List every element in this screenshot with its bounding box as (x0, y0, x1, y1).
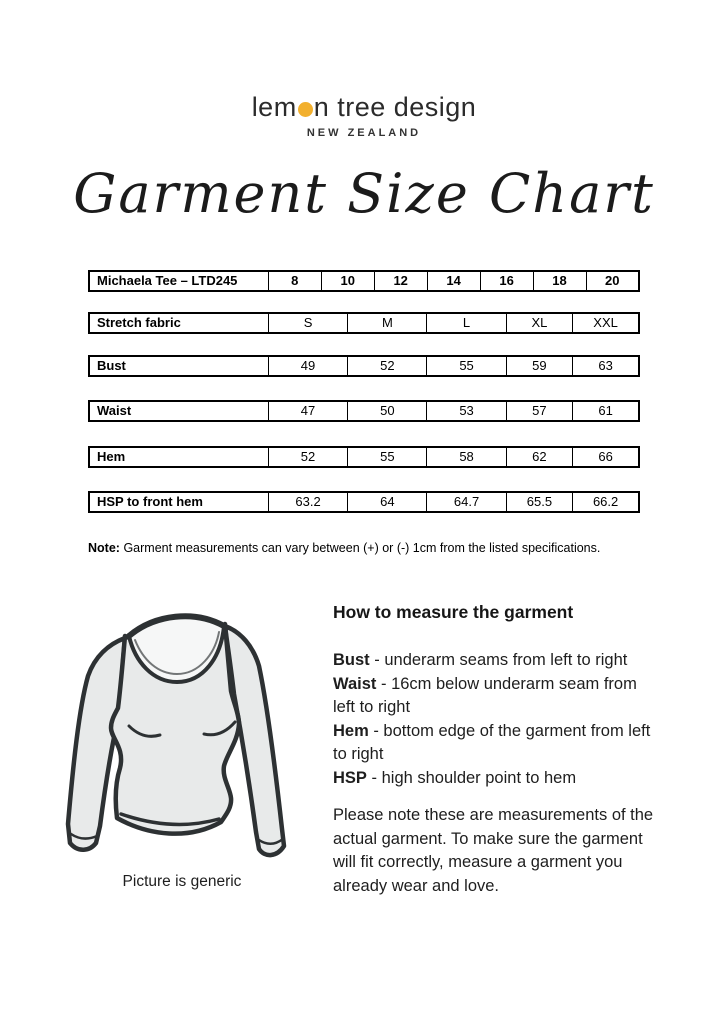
page-title: Garment Size Chart (73, 162, 655, 225)
size-cell: XL (506, 313, 573, 333)
size-cell: 50 (348, 401, 427, 421)
how-to-paragraph: Please note these are measurements of the actual garment. To make sure the garment will fit correctly, measure a garment you already wear and love. (333, 806, 654, 895)
size-cell: L (427, 313, 506, 333)
size-cell: 20 (586, 271, 639, 291)
how-to-measure-section (333, 602, 663, 898)
how-to-items (333, 649, 663, 790)
size-cell: 47 (268, 401, 347, 421)
size-cell: 55 (427, 356, 506, 376)
garment-figure (57, 596, 307, 891)
row-label: Waist (97, 403, 132, 418)
brand-logo (0, 92, 728, 139)
size-band-michaela-tee-ltd245 (88, 270, 640, 292)
measure-term: Hem (333, 721, 369, 740)
measure-item-hem: Hem - bottom edge of the garment from left to right (333, 721, 651, 763)
size-band-bust (88, 355, 640, 377)
brand-subtitle: NEW ZEALAND (306, 127, 422, 139)
size-cell: 65.5 (506, 492, 573, 512)
note-text (88, 541, 600, 555)
row-label: Bust (97, 358, 126, 373)
size-cell: M (348, 313, 427, 333)
size-cell: 16 (480, 271, 533, 291)
measure-item-bust: Bust - underarm seams from left to right (333, 651, 628, 669)
brand-name-before: lem (251, 92, 297, 122)
note-body: Garment measurements can vary between (+) or (-) 1cm from the listed specifications. (123, 541, 601, 555)
row-label: HSP to front hem (97, 494, 203, 509)
row-label: Hem (97, 449, 126, 464)
size-cell: 62 (506, 447, 573, 467)
size-cell: 57 (506, 401, 573, 421)
size-cell: 59 (506, 356, 573, 376)
size-cell: 63 (573, 356, 639, 376)
size-cell: 53 (427, 401, 506, 421)
size-cell: 49 (268, 356, 347, 376)
measure-term: Bust (333, 651, 370, 669)
measure-term: Waist (333, 674, 377, 693)
size-cell: S (268, 313, 347, 333)
row-label: Michaela Tee – LTD245 (97, 273, 238, 288)
size-cell: 12 (374, 271, 427, 291)
figure-caption: Picture is generic (122, 873, 242, 890)
size-cell: 10 (321, 271, 374, 291)
size-cell: 52 (268, 447, 347, 467)
size-cell: 55 (348, 447, 427, 467)
size-band-hsp-to-front-hem (88, 491, 640, 513)
lemon-dot-icon (298, 102, 313, 117)
size-band-waist (88, 400, 640, 422)
how-to-heading: How to measure the garment (333, 602, 574, 622)
size-cell: 14 (427, 271, 480, 291)
size-cell: 64 (348, 492, 427, 512)
measure-item-hsp: HSP - high shoulder point to hem (333, 768, 577, 787)
size-cell: XXL (573, 313, 639, 333)
brand-name (0, 92, 728, 123)
garment-illustration (63, 596, 301, 864)
measure-term: HSP (333, 768, 367, 787)
measure-item-waist: Waist - 16cm below underarm seam from left to right (333, 674, 637, 716)
brand-name-after: n tree design (313, 92, 477, 122)
size-cell: 52 (348, 356, 427, 376)
size-cell: 64.7 (427, 492, 506, 512)
size-cell: 61 (573, 401, 639, 421)
size-cell: 66 (573, 447, 639, 467)
size-band-stretch-fabric (88, 312, 640, 334)
row-label: Stretch fabric (97, 315, 181, 330)
size-cell: 8 (268, 271, 321, 291)
size-cell: 58 (427, 447, 506, 467)
size-table (88, 270, 640, 513)
size-band-hem (88, 446, 640, 468)
size-cell: 66.2 (573, 492, 639, 512)
size-cell: 63.2 (268, 492, 347, 512)
note-label: Note: (88, 541, 120, 555)
size-cell: 18 (533, 271, 586, 291)
